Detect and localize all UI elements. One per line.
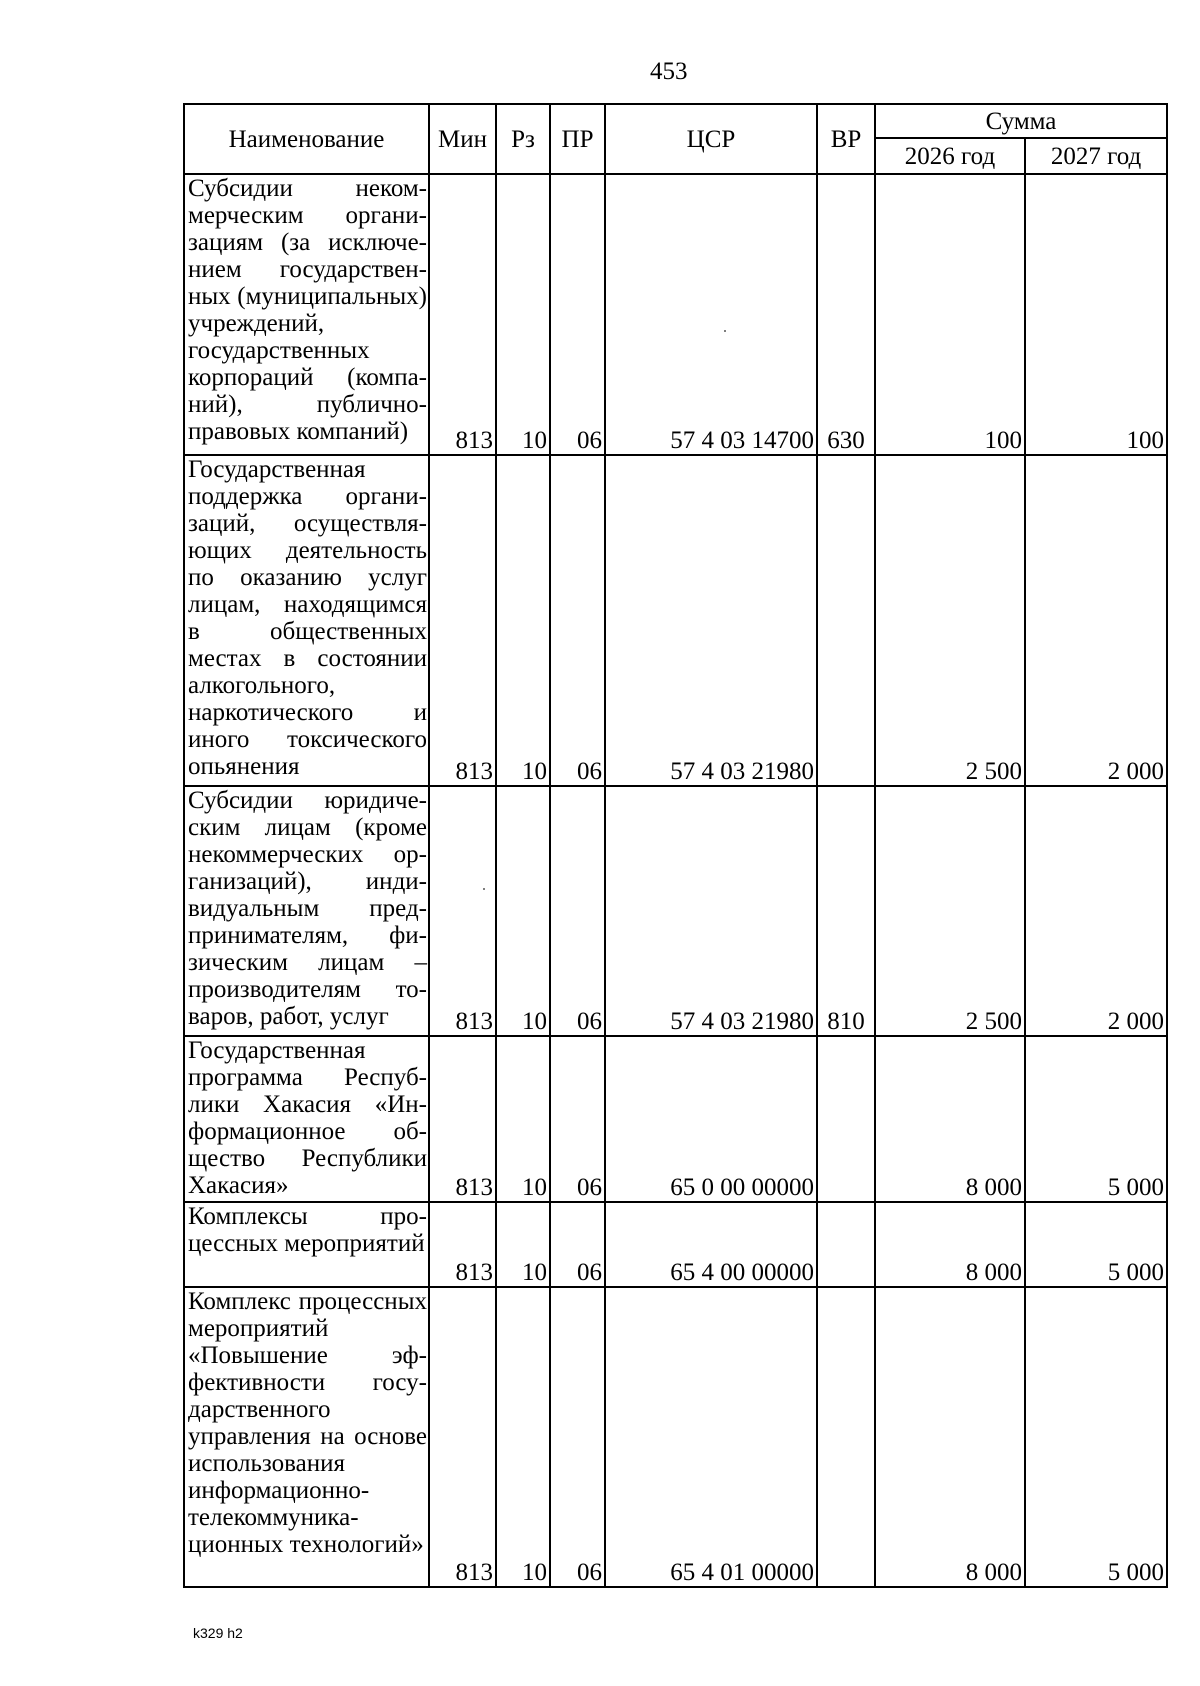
row-vr bbox=[817, 1202, 875, 1287]
table-row bbox=[184, 1287, 1167, 1587]
row-min: 813 bbox=[429, 174, 496, 455]
row-pr: 06 bbox=[550, 174, 605, 455]
row-min: 813 bbox=[429, 1202, 496, 1287]
row-sum-2026: 2 500 bbox=[875, 455, 1025, 786]
table-row bbox=[184, 174, 1167, 455]
row-rz: 10 bbox=[496, 455, 550, 786]
row-pr: 06 bbox=[550, 1202, 605, 1287]
row-sum-2027: 5 000 bbox=[1025, 1287, 1167, 1587]
header-vr: ВР bbox=[817, 104, 875, 174]
row-vr bbox=[817, 455, 875, 786]
row-rz: 10 bbox=[496, 1287, 550, 1587]
table-row bbox=[184, 455, 1167, 786]
row-name: Комплекс процессных мероприятий «Повышение эффективности государственного управления на основе использования информационно-телекоммуникационных технологий» bbox=[184, 1287, 429, 1587]
header-year-2027: 2027 год bbox=[1025, 138, 1167, 174]
row-pr: 06 bbox=[550, 1036, 605, 1202]
table-row bbox=[184, 786, 1167, 1036]
row-vr: 630 bbox=[817, 174, 875, 455]
row-csr: 57 4 03 21980 bbox=[605, 455, 817, 786]
row-name: Государственная программа Республики Хакасия «Информационное общество Республики Хакасия» bbox=[184, 1036, 429, 1202]
row-pr: 06 bbox=[550, 455, 605, 786]
row-sum-2026: 8 000 bbox=[875, 1287, 1025, 1587]
table-row bbox=[184, 1036, 1167, 1202]
row-sum-2026: 2 500 bbox=[875, 786, 1025, 1036]
row-sum-2027: 5 000 bbox=[1025, 1202, 1167, 1287]
header-year-2026: 2026 год bbox=[875, 138, 1025, 174]
row-pr: 06 bbox=[550, 786, 605, 1036]
header-sum: Сумма bbox=[875, 104, 1167, 138]
header-pr: ПР bbox=[550, 104, 605, 174]
row-vr: 810 bbox=[817, 786, 875, 1036]
scan-speck bbox=[483, 888, 485, 890]
row-csr: 57 4 03 14700 bbox=[605, 174, 817, 455]
scan-speck bbox=[724, 330, 726, 332]
row-sum-2026: 8 000 bbox=[875, 1036, 1025, 1202]
footer-code: k329 h2 bbox=[193, 1625, 243, 1641]
header-csr: ЦСР bbox=[605, 104, 817, 174]
row-rz: 10 bbox=[496, 786, 550, 1036]
row-min: 813 bbox=[429, 786, 496, 1036]
row-vr bbox=[817, 1287, 875, 1587]
row-min: 813 bbox=[429, 1036, 496, 1202]
row-rz: 10 bbox=[496, 1036, 550, 1202]
row-csr: 65 4 01 00000 bbox=[605, 1287, 817, 1587]
row-csr: 65 4 00 00000 bbox=[605, 1202, 817, 1287]
header-rz: Рз bbox=[496, 104, 550, 174]
row-min: 813 bbox=[429, 1287, 496, 1587]
row-name: Субсидии некоммерческим организациям (за исключением государственных (муниципальных) учреждений, государственных корпораций (компаний), публично-правовых компаний) bbox=[184, 174, 429, 455]
row-name: Субсидии юридическим лицам (кроме некоммерческих организаций), индивидуальным предпринимателям, физическим лицам – производителям товаров, работ, услуг bbox=[184, 786, 429, 1036]
table-row bbox=[184, 1202, 1167, 1287]
page-number: 453 bbox=[650, 58, 688, 85]
row-sum-2026: 100 bbox=[875, 174, 1025, 455]
row-sum-2027: 100 bbox=[1025, 174, 1167, 455]
row-csr: 65 0 00 00000 bbox=[605, 1036, 817, 1202]
header-name: Наименование bbox=[184, 104, 429, 174]
row-rz: 10 bbox=[496, 174, 550, 455]
row-sum-2027: 2 000 bbox=[1025, 786, 1167, 1036]
row-min: 813 bbox=[429, 455, 496, 786]
row-sum-2026: 8 000 bbox=[875, 1202, 1025, 1287]
row-vr bbox=[817, 1036, 875, 1202]
row-sum-2027: 5 000 bbox=[1025, 1036, 1167, 1202]
row-name: Комплексы процессных мероприятий bbox=[184, 1202, 429, 1287]
header-min: Мин bbox=[429, 104, 496, 174]
row-rz: 10 bbox=[496, 1202, 550, 1287]
row-sum-2027: 2 000 bbox=[1025, 455, 1167, 786]
row-name: Государственная поддержка организаций, осуществляющих деятельность по оказанию услуг лицам, находящимся в общественных местах в состоянии алкогольного, наркотического и иного токсического опьянения bbox=[184, 455, 429, 786]
budget-table bbox=[183, 103, 1168, 1588]
row-csr: 57 4 03 21980 bbox=[605, 786, 817, 1036]
row-pr: 06 bbox=[550, 1287, 605, 1587]
